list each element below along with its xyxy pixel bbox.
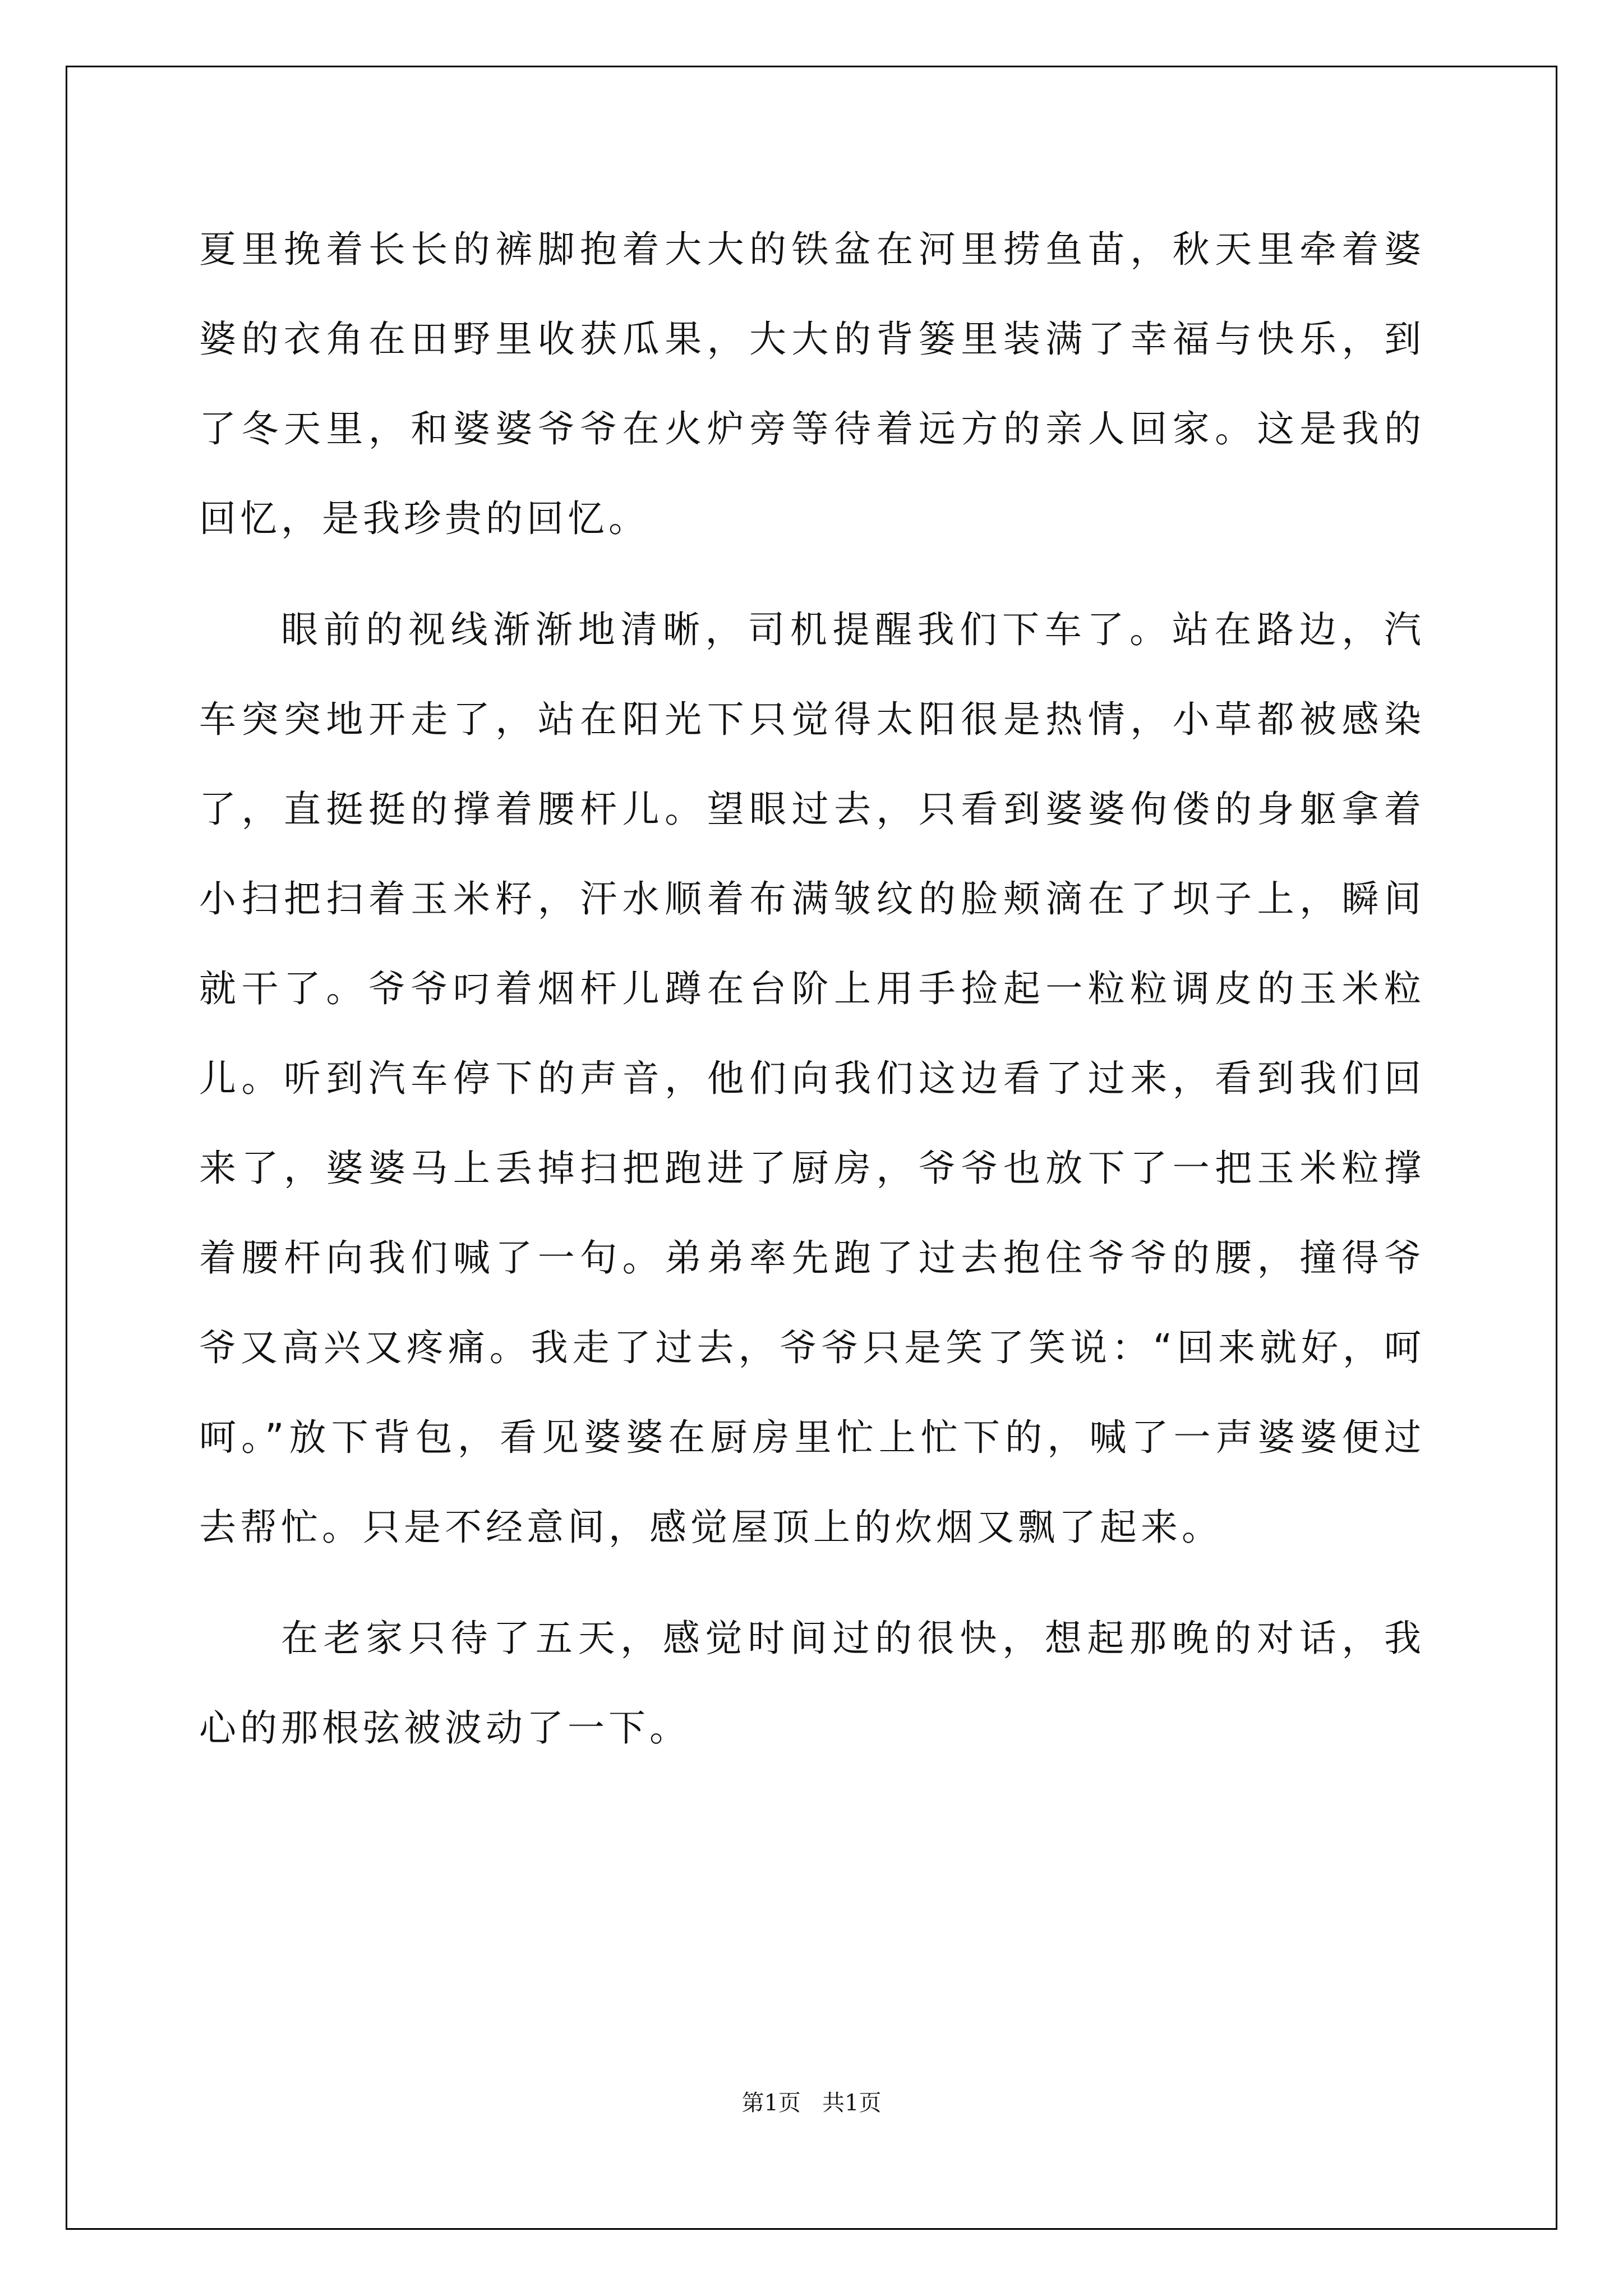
document-body — [199, 205, 1425, 1795]
page-footer: 第1页 共1页 — [741, 2090, 882, 2116]
paragraph-1: 夏里挽着长长的裤脚抱着大大的铁盆在河里捞鱼苗，秋天里牵着婆婆的衣角在田野里收获瓜果，大大的背篓里装满了幸福与快乐，到了冬天里，和婆婆爷爷在火炉旁等待着远方的亲人回家。这是我的回忆，是我珍贵的回忆。 — [199, 228, 1425, 540]
paragraph-2: 眼前的视线渐渐地清晰，司机提醒我们下车了。站在路边，汽车突突地开走了，站在阳光下只觉得太阳很是热情，小草都被感染了，直挺挺的撑着腰杆儿。望眼过去，只看到婆婆佝偻的身躯拿着小扫把扫着玉米籽，汗水顺着布满皱纹的脸颊滴在了坝子上，瞬间就干了。爷爷叼着烟杆儿蹲在台阶上用手捡起一粒粒调皮的玉米粒儿。听到汽车停下的声音，他们向我们这边看了过来，看到我们回来了，婆婆马上丢掉扫把跑进了厨房，爷爷也放下了一把玉米粒撑着腰杆向我们喊了一句。弟弟率先跑了过去抱住爷爷的腰，撞得爷爷又高兴又疼痛。我走了过去，爷爷只是笑了笑说：“回来就好，呵呵。”放下背包，看见婆婆在厨房里忙上忙下的，喊了一声婆婆便过去帮忙。只是不经意间，感觉屋顶上的炊烟又飘了起来。 — [199, 608, 1425, 1549]
paragraph-3: 在老家只待了五天，感觉时间过的很快，想起那晚的对话，我心的那根弦被波动了一下。 — [199, 1617, 1425, 1750]
